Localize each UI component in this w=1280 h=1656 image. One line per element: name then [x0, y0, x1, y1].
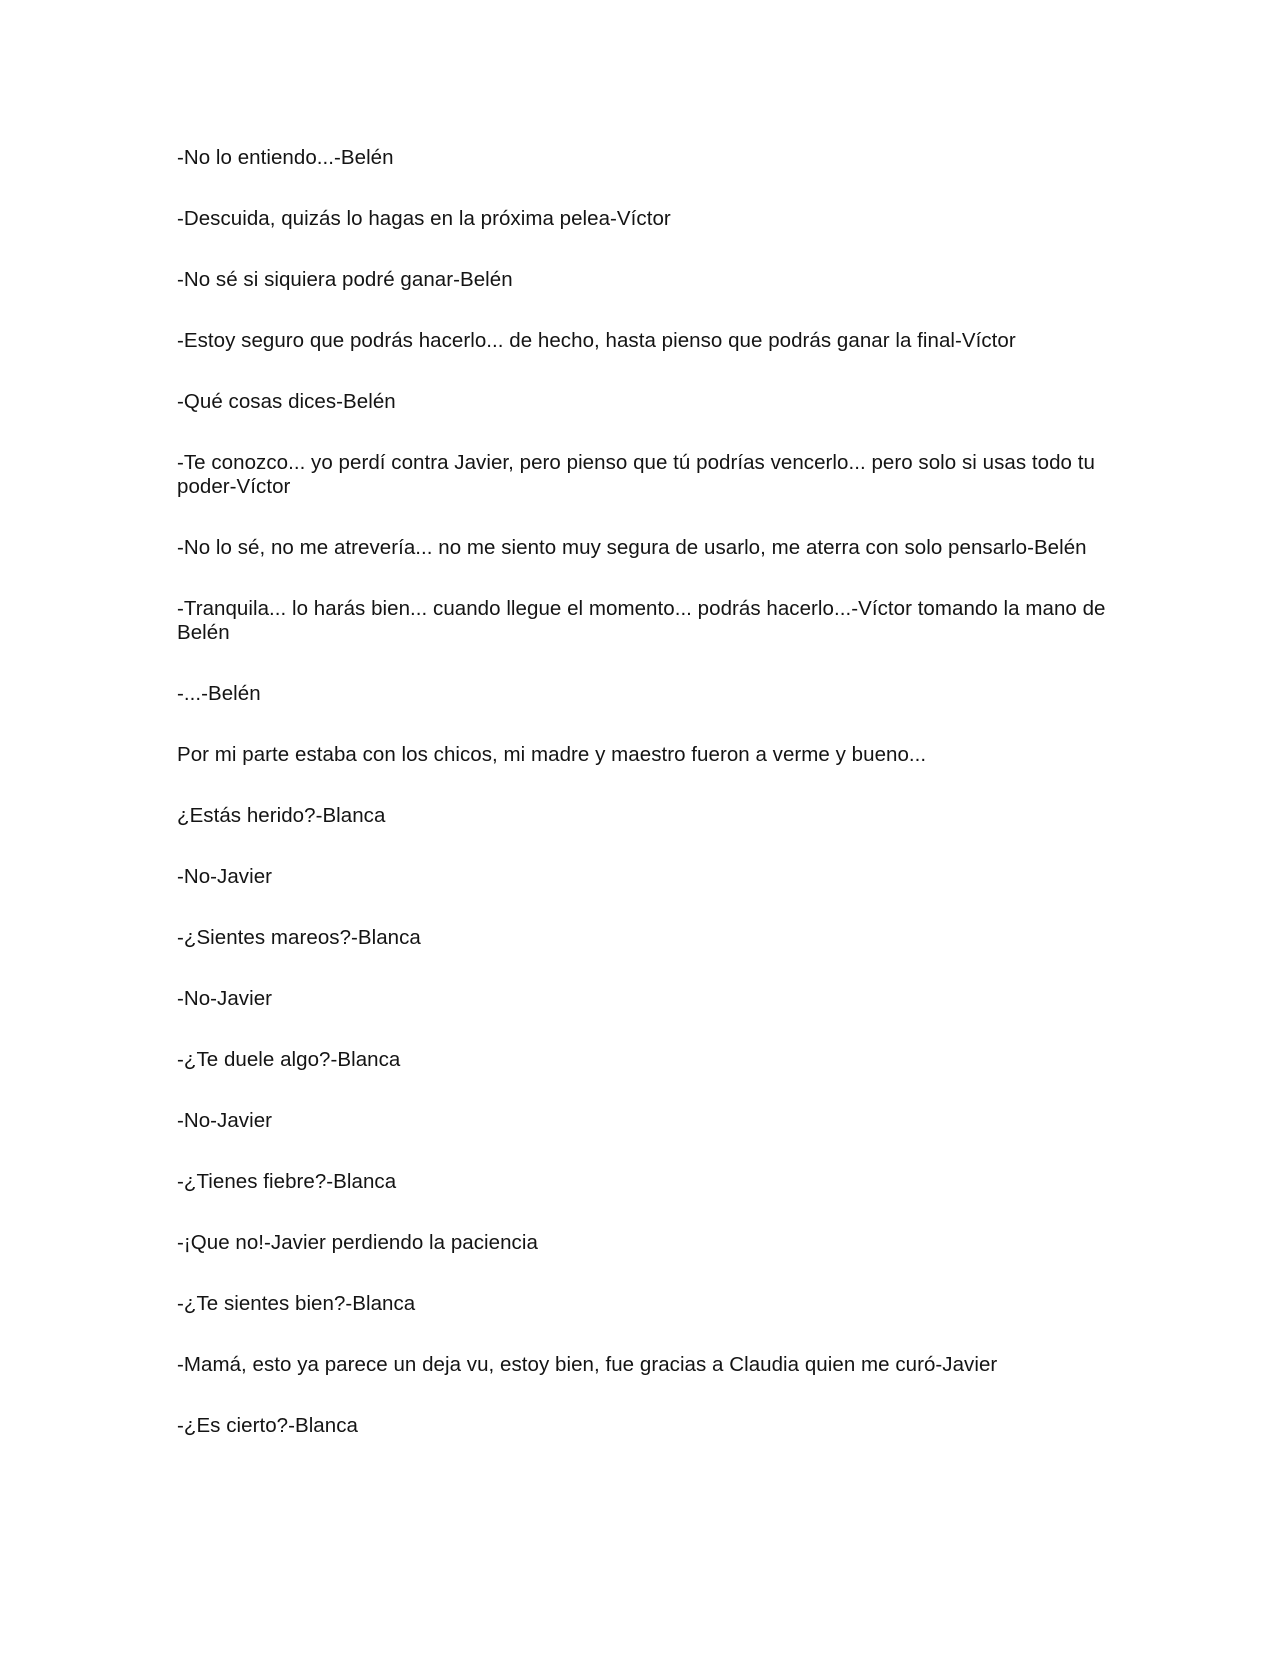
paragraph: -No-Javier: [177, 865, 273, 888]
paragraph: Por mi parte estaba con los chicos, mi madre y maestro fueron a verme y bueno...: [177, 743, 927, 766]
paragraph: -¡Que no!-Javier perdiendo la paciencia: [177, 1231, 538, 1254]
paragraph: -No-Javier: [177, 987, 273, 1010]
paragraph: -¿Es cierto?-Blanca: [177, 1414, 358, 1437]
paragraph: -No lo sé, no me atrevería... no me siento muy segura de usarlo, me aterra con solo pensarlo-Belén: [177, 536, 1087, 559]
paragraph: -No-Javier: [177, 1109, 273, 1132]
paragraph: -¿Sientes mareos?-Blanca: [177, 926, 421, 949]
paragraph: ¿Estás herido?-Blanca: [177, 804, 386, 827]
paragraph: -Te conozco... yo perdí contra Javier, pero pienso que tú podrías vencerlo... pero solo si usas todo tu poder-Víctor: [177, 451, 1095, 498]
paragraph: -¿Te duele algo?-Blanca: [177, 1048, 401, 1071]
paragraph: -Estoy seguro que podrás hacerlo... de hecho, hasta pienso que podrás ganar la final-Víctor: [177, 329, 1016, 352]
paragraph: -No lo entiendo...-Belén: [177, 146, 394, 169]
paragraph: -Mamá, esto ya parece un deja vu, estoy bien, fue gracias a Claudia quien me curó-Javier: [177, 1353, 998, 1376]
document-body: [177, 146, 1117, 1475]
paragraph: -¿Tienes fiebre?-Blanca: [177, 1170, 397, 1193]
paragraph: -Descuida, quizás lo hagas en la próxima pelea-Víctor: [177, 207, 671, 230]
paragraph: -No sé si siquiera podré ganar-Belén: [177, 268, 513, 291]
paragraph: -Qué cosas dices-Belén: [177, 390, 396, 413]
paragraph: -...-Belén: [177, 682, 261, 705]
paragraph: -Tranquila... lo harás bien... cuando llegue el momento... podrás hacerlo...-Víctor tomando la mano de Belén: [177, 597, 1106, 644]
paragraph: -¿Te sientes bien?-Blanca: [177, 1292, 416, 1315]
